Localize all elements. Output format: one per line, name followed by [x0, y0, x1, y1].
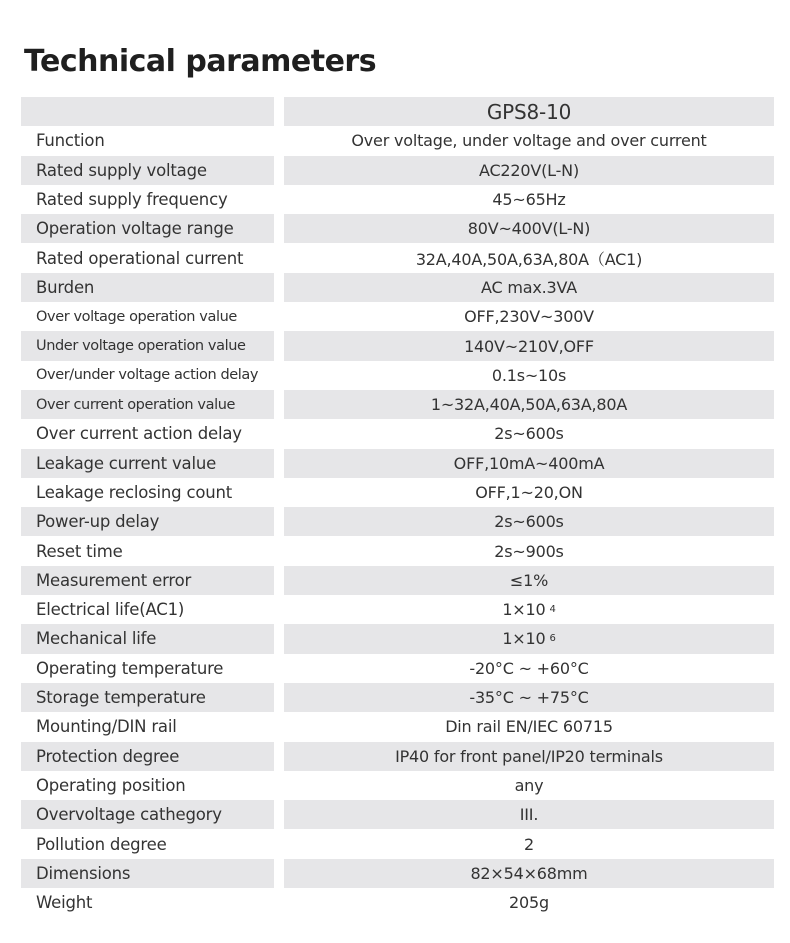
- table-row: [21, 361, 774, 390]
- param-value-text: 2s~600s: [494, 512, 564, 532]
- table-row: [21, 742, 774, 771]
- param-name-cell: Measurement error: [21, 566, 274, 595]
- param-value-cell: [284, 829, 774, 858]
- table-row: [21, 507, 774, 536]
- param-value-cell: [284, 361, 774, 390]
- param-value-cell: [284, 126, 774, 155]
- param-value-cell: [284, 273, 774, 302]
- param-name-cell: Operating temperature: [36, 658, 224, 678]
- table-row: [21, 712, 774, 741]
- param-name-cell: Operating position: [36, 775, 186, 795]
- param-value-cell: [284, 185, 774, 214]
- param-value-text: AC max.3VA: [481, 277, 577, 297]
- param-value-cell: [284, 742, 774, 771]
- table-row: [21, 478, 774, 507]
- exponent: 4: [549, 604, 556, 616]
- param-value-text: 80V~400V(L-N): [467, 219, 591, 239]
- param-value-text: Din rail EN/IEC 60715: [445, 717, 613, 737]
- param-value-cell: [284, 859, 774, 888]
- exponent: 6: [549, 633, 556, 645]
- param-value-cell: [284, 683, 774, 712]
- param-value-cell: [284, 566, 774, 595]
- param-name-cell: Mounting/DIN rail: [36, 717, 177, 737]
- table-row: [21, 624, 774, 653]
- param-name-cell: Pollution degree: [36, 834, 167, 854]
- param-value-cell: [284, 624, 774, 653]
- table-row: [21, 800, 774, 829]
- table-row: [21, 566, 774, 595]
- table-row: [21, 126, 774, 155]
- param-value-text: any: [514, 775, 544, 795]
- param-value-text: 1×10: [502, 600, 546, 620]
- param-value-cell: [284, 888, 774, 917]
- table-row: [21, 595, 774, 624]
- table-row: [21, 185, 774, 214]
- table-row: [21, 390, 774, 419]
- param-value-text: OFF,10mA~400mA: [453, 453, 605, 473]
- table-row: [21, 449, 774, 478]
- param-value-text: OFF,1~20,ON: [475, 483, 583, 502]
- param-name-cell: Power-up delay: [21, 507, 274, 536]
- param-value-cell: [284, 800, 774, 829]
- table-row: [21, 331, 774, 360]
- param-value-text: 0.1s~10s: [491, 365, 567, 385]
- param-value-cell: [284, 771, 774, 800]
- param-value-text: -35°C ~ +75°C: [469, 688, 589, 708]
- param-value-cell: [284, 156, 774, 185]
- param-name-cell: Dimensions: [21, 859, 274, 888]
- param-value-text: 205g: [509, 893, 549, 913]
- param-name-cell: Under voltage operation value: [21, 331, 274, 360]
- param-value-text: 2s~900s: [494, 541, 564, 561]
- param-value-cell: [284, 595, 774, 624]
- param-value-cell: [284, 419, 774, 448]
- page-title: Technical parameters: [24, 44, 377, 79]
- param-value-cell: [284, 478, 774, 507]
- header-model-cell: GPS8-10: [284, 97, 774, 126]
- table-row: [21, 536, 774, 565]
- table-header-row: [21, 97, 774, 126]
- param-name-cell: Leakage current value: [21, 449, 274, 478]
- table-row: [21, 771, 774, 800]
- param-name-cell: Over/under voltage action delay: [36, 367, 259, 384]
- param-value-text: 1×10: [502, 629, 546, 649]
- technical-parameters-table: [21, 97, 774, 917]
- table-row: [21, 419, 774, 448]
- param-name-cell: Over current action delay: [36, 424, 242, 444]
- param-value-text: Over voltage, under voltage and over current: [351, 131, 707, 151]
- param-name-cell: Weight: [36, 893, 93, 913]
- param-value-text: III.: [519, 805, 539, 825]
- param-value-cell: [284, 449, 774, 478]
- table-row: [21, 302, 774, 331]
- param-name-cell: Overvoltage cathegory: [21, 800, 274, 829]
- table-row: [21, 829, 774, 858]
- param-value-text: -20°C ~ +60°C: [469, 658, 589, 678]
- param-value-text: OFF,230V~300V: [464, 307, 594, 327]
- param-value-cell: [284, 654, 774, 683]
- param-name-cell: Electrical life(AC1): [36, 600, 185, 620]
- param-name-cell: Operation voltage range: [21, 214, 274, 243]
- param-value-text: 82×54×68mm: [470, 863, 588, 883]
- param-value-text: 2s~600s: [494, 424, 564, 444]
- param-name-cell: Over voltage operation value: [36, 308, 237, 325]
- param-value-cell: [284, 331, 774, 360]
- param-name-cell: Rated supply voltage: [21, 156, 274, 185]
- table-row: [21, 888, 774, 917]
- param-name-cell: Leakage reclosing count: [36, 483, 233, 502]
- header-param-cell: [21, 97, 274, 126]
- param-name-cell: Storage temperature: [21, 683, 274, 712]
- param-value-cell: [284, 243, 774, 272]
- param-name-cell: Function: [36, 131, 105, 151]
- param-value-text: 32A,40A,50A,63A,80A（AC1): [415, 249, 643, 269]
- param-value-text: 2: [524, 834, 534, 854]
- param-value-text: 1~32A,40A,50A,63A,80A: [430, 395, 628, 415]
- table-row: [21, 273, 774, 302]
- param-value-cell: [284, 302, 774, 331]
- param-name-cell: Rated supply frequency: [36, 190, 228, 210]
- param-value-cell: [284, 390, 774, 419]
- table-row: [21, 683, 774, 712]
- table-row: [21, 156, 774, 185]
- param-value-text: AC220V(L-N): [479, 160, 579, 180]
- param-name-cell: Over current operation value: [21, 390, 274, 419]
- param-value-text: ≤1%: [509, 570, 549, 590]
- param-name-cell: Reset time: [36, 541, 123, 561]
- param-name-cell: Protection degree: [21, 742, 274, 771]
- table-row: [21, 214, 774, 243]
- param-value-text: 140V~210V,OFF: [464, 336, 594, 356]
- param-value-cell: [284, 712, 774, 741]
- param-name-cell: Mechanical life: [21, 624, 274, 653]
- param-value-cell: [284, 507, 774, 536]
- table-row: [21, 243, 774, 272]
- table-row: [21, 654, 774, 683]
- param-value-text: IP40 for front panel/IP20 terminals: [395, 746, 663, 766]
- param-value-cell: [284, 536, 774, 565]
- param-value-cell: [284, 214, 774, 243]
- param-name-cell: Rated operational current: [36, 248, 244, 268]
- param-name-cell: Burden: [21, 273, 274, 302]
- table-row: [21, 859, 774, 888]
- param-value-text: 45~65Hz: [492, 190, 566, 210]
